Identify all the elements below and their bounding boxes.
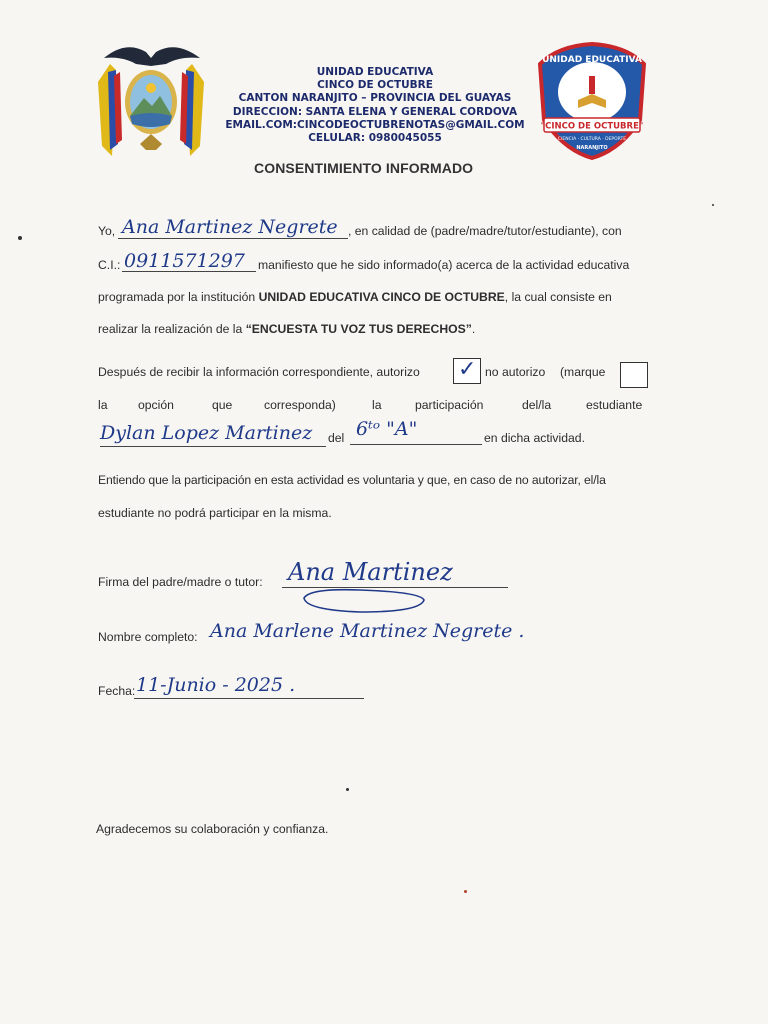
header-location: CANTON NARANJITO – PROVINCIA DEL GUAYAS (238, 92, 512, 105)
header-address: DIRECCION: SANTA ELENA Y GENERAL CORDOVA (232, 105, 518, 118)
para2-line2-w7: del/la (522, 398, 552, 412)
firma-label: Firma del padre/madre o tutor: (98, 575, 263, 589)
svg-text:"CINCO DE OCTUBRE": "CINCO DE OCTUBRE" (540, 121, 644, 132)
autorizo-checkbox[interactable] (453, 358, 481, 384)
fecha-label: Fecha: (98, 684, 136, 698)
scan-speck (464, 890, 467, 893)
handwritten-parent-name: Ana Martinez Negrete (122, 216, 338, 238)
para2-line2-w6: participación (415, 398, 484, 412)
no-autorizo-label: no autorizo (485, 365, 546, 379)
para1-yo: Yo, (98, 224, 116, 238)
header-school-type: UNIDAD EDUCATIVA (316, 66, 434, 78)
handwritten-grade: 6ᵗᵒ "A" (356, 418, 418, 440)
en-dicha-actividad: en dicha actividad. (484, 431, 585, 445)
para3-line2: estudiante no podrá participar en la misma. (98, 506, 332, 520)
para2-line2-w4: corresponda) (264, 398, 336, 412)
para1-manifiesto: manifiesto que he sido informado(a) acerca de la actividad educativa (258, 258, 630, 272)
para1-line3-a: programada por la institución (98, 290, 256, 304)
para2-line2-w1: la (98, 398, 108, 412)
para2-line2-w8: estudiante (586, 398, 643, 412)
header-school-name: CINCO DE OCTUBRE (317, 79, 433, 92)
header-phone: CELULAR: 0980045055 (308, 132, 442, 145)
svg-text:UNIDAD EDUCATIVA: UNIDAD EDUCATIVA (542, 55, 642, 65)
handwritten-student-name: Dylan Lopez Martinez (100, 422, 313, 444)
para1-line3-c: , la cual consiste en (504, 290, 612, 304)
handwritten-ci-number: 0911571297 (124, 250, 245, 272)
activity-name: “ENCUESTA TU VOZ TUS DERECHOS” (245, 322, 472, 336)
ci-underline (122, 271, 256, 272)
para1-line4 (98, 322, 475, 336)
scan-speck (18, 236, 22, 240)
fecha-underline (134, 698, 364, 699)
name-underline (118, 238, 348, 239)
para2-line2-w5: la (372, 398, 382, 412)
svg-text:CIENCIA · CULTURA · DEPORTE: CIENCIA · CULTURA · DEPORTE (557, 137, 627, 142)
scan-speck (346, 788, 349, 791)
document-title: CONSENTIMIENTO INFORMADO (254, 160, 474, 176)
grade-underline (350, 444, 482, 445)
school-header (220, 66, 530, 145)
marque-label: (marque (560, 365, 606, 379)
para1-line4-c: . (471, 322, 476, 336)
svg-text:NARANJITO: NARANJITO (576, 145, 608, 151)
para2-line2-w2: opción (138, 398, 174, 412)
ci-label: C.I.: (98, 258, 121, 272)
para2-line2-w3: que (212, 398, 233, 412)
scan-speck (712, 204, 714, 206)
handwritten-signature: Ana Martinez (288, 558, 453, 586)
header-email: EMAIL.COM:CINCODEOCTUBRENOTAS@GMAIL.COM (225, 118, 525, 131)
del-label: del (328, 431, 345, 445)
para2-despues: Después de recibir la información correspondiente, autorizo (98, 365, 420, 379)
student-underline (100, 446, 326, 447)
autorizo-check-mark: ✓ (458, 357, 477, 382)
handwritten-date: 11-Junio - 2025 . (136, 674, 296, 696)
para3-line1: Entiendo que la participación en esta actividad es voluntaria y que, en caso de no autorizar, el/la (98, 473, 606, 487)
school-badge-logo (536, 42, 648, 160)
para1-school-name: UNIDAD EDUCATIVA CINCO DE OCTUBRE (258, 290, 505, 304)
signature-flourish (300, 586, 430, 616)
nombre-label: Nombre completo: (98, 630, 198, 644)
no-autorizo-checkbox[interactable] (620, 362, 648, 388)
para1-line4-a: realizar la realización de la (98, 322, 243, 336)
para1-calidad: , en calidad de (padre/madre/tutor/estudiante), con (348, 224, 622, 238)
para1-line3 (98, 290, 612, 304)
handwritten-full-name: Ana Marlene Martinez Negrete . (210, 620, 525, 642)
ecuador-coat-of-arms-logo (96, 36, 206, 156)
closing-thanks: Agradecemos su colaboración y confianza. (96, 822, 329, 836)
